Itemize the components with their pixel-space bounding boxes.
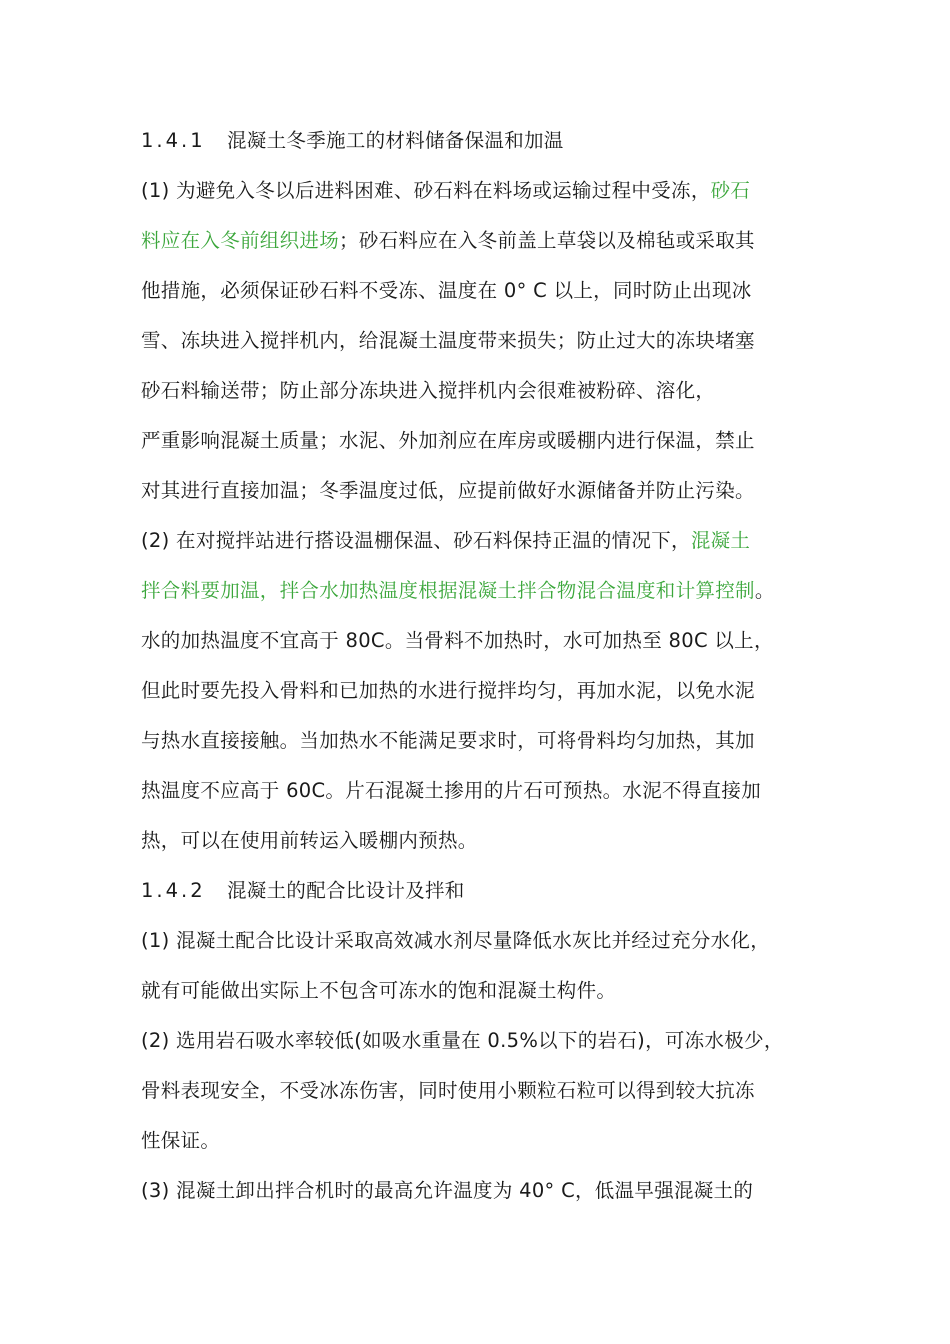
text-run: ；砂石料应在入冬前盖上草袋以及棉毡或采取其: [339, 229, 755, 252]
heading-1-4-2: [141, 876, 465, 906]
text-run: 。: [754, 579, 775, 602]
paragraph-line: [141, 226, 755, 256]
paragraph-line: 雪、冻块进入搅拌机内，给混凝土温度带来损失；防止过大的冻块堵塞: [141, 329, 755, 352]
paragraph-line: [141, 526, 750, 556]
paragraph-line: 水的加热温度不宜高于 80C。当骨料不加热时，水可加热至 80C 以上，: [141, 629, 774, 652]
highlighted-text: 混凝土: [690, 529, 751, 552]
text-run: (1) 为避免入冬以后进料困难、砂石料在料场或运输过程中受冻，: [141, 179, 711, 202]
paragraph-line: [141, 576, 775, 606]
heading-1-4-1: [141, 126, 564, 156]
heading-title: 混凝土的配合比设计及拌和: [227, 879, 465, 902]
text-run: (2) 在对搅拌站进行搭设温棚保温、砂石料保持正温的情况下，: [141, 529, 691, 552]
paragraph-line: 对其进行直接加温；冬季温度过低，应提前做好水源储备并防止污染。: [141, 479, 755, 502]
highlighted-text: 砂石: [710, 179, 751, 202]
paragraph-line: (3) 混凝土卸出拌合机时的最高允许温度为 40° C，低温早强混凝土的: [141, 1179, 754, 1202]
paragraph-line: 热，可以在使用前转运入暖棚内预热。: [141, 829, 478, 852]
paragraph-line: 与热水直接接触。当加热水不能满足要求时，可将骨料均匀加热，其加: [141, 729, 755, 752]
paragraph-line: 热温度不应高于 60C。片石混凝土掺用的片石可预热。水泥不得直接加: [141, 779, 762, 802]
paragraph-line: 但此时要先投入骨料和已加热的水进行搅拌均匀，再加水泥，以免水泥: [141, 679, 755, 702]
heading-number: 1.4.2: [141, 879, 206, 902]
paragraph-line: 砂石料输送带；防止部分冻块进入搅拌机内会很难被粉碎、溶化，: [141, 379, 716, 402]
paragraph-line: (2) 选用岩石吸水率较低(如吸水重量在 0.5%以下的岩石)，可冻水极少，: [141, 1029, 784, 1052]
paragraph-line: 严重影响混凝土质量；水泥、外加剂应在库房或暖棚内进行保温，禁止: [141, 429, 755, 452]
paragraph-line: (1) 混凝土配合比设计采取高效减水剂尽量降低水灰比并经过充分水化，: [141, 929, 771, 952]
heading-number: 1.4.1: [141, 129, 206, 152]
heading-title: 混凝土冬季施工的材料储备保温和加温: [227, 129, 564, 152]
paragraph-line: 就有可能做出实际上不包含可冻水的饱和混凝土构件。: [141, 979, 617, 1002]
paragraph-line: 他措施，必须保证砂石料不受冻、温度在 0° C 以上，同时防止出现冰: [141, 279, 752, 302]
paragraph-line: 骨料表现安全，不受冰冻伤害，同时使用小颗粒石粒可以得到较大抗冻: [141, 1079, 755, 1102]
highlighted-text: 料应在入冬前组织进场: [141, 229, 340, 252]
paragraph-line: 性保证。: [141, 1129, 221, 1152]
highlighted-text: 拌合料要加温，拌合水加热温度根据混凝土拌合物混合温度和计算控制: [141, 579, 755, 602]
paragraph-line: [141, 176, 750, 206]
